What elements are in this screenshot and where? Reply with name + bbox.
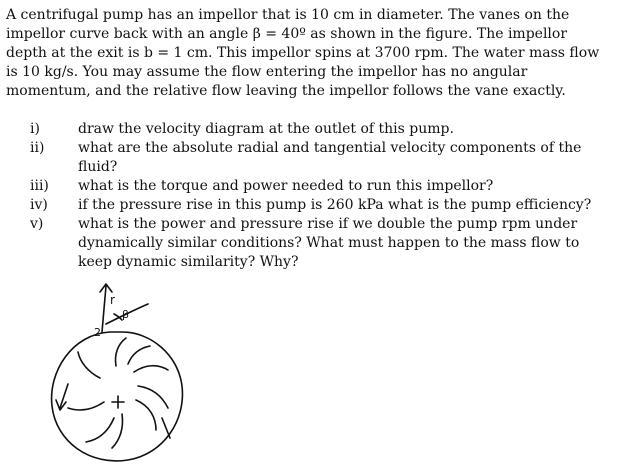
station-label: 2 (94, 326, 101, 339)
vane (136, 400, 156, 430)
question-text: if the pressure rise in this pump is 260 kPa what is the pump efficiency? (78, 197, 592, 213)
angle-label: β (122, 308, 130, 321)
question-text: draw the velocity diagram at the outlet of this pump. (78, 121, 454, 137)
question-list (30, 120, 600, 272)
radial-label: r (110, 293, 115, 307)
vane (68, 402, 104, 410)
center-mark (112, 396, 124, 408)
question-number: iii) (30, 178, 49, 194)
question-number: iv) (30, 197, 48, 213)
vane (78, 352, 100, 378)
question-number: i) (30, 121, 40, 137)
vane (138, 386, 168, 408)
impeller-figure (30, 268, 220, 472)
question-item (30, 215, 600, 272)
radial-arrow (102, 286, 106, 332)
question-item (30, 139, 600, 177)
question-number: v) (30, 216, 44, 232)
question-item (30, 177, 600, 196)
question-number: ii) (30, 140, 45, 156)
vane (134, 366, 168, 372)
vane (86, 418, 114, 442)
problem-statement: A centrifugal pump has an impellor that is 10 cm in diameter. The vanes on the impellor curve back with an angle β = 40º as shown in the figure. The impellor depth at the exit is b = 1 cm. This impellor spins at 3700 rpm. The water mass flow is 10 kg/s. You may assume the flow entering the impellor has no angular momentum, and the relative flow leaving the impellor follows the vane exactly. (6, 7, 600, 99)
right-arrow (162, 418, 170, 438)
question-text: what is the power and pressure rise if we double the pump rpm under dynamically similar conditions? What must happen to the mass flow to keep dynamic similarity? Why? (78, 216, 580, 270)
question-item (30, 196, 600, 215)
question-text: what is the torque and power needed to run this impellor? (78, 178, 494, 194)
question-text: what are the absolute radial and tangential velocity components of the fluid? (78, 140, 582, 175)
question-item (30, 120, 600, 139)
vane (115, 338, 126, 366)
vane (128, 346, 150, 364)
